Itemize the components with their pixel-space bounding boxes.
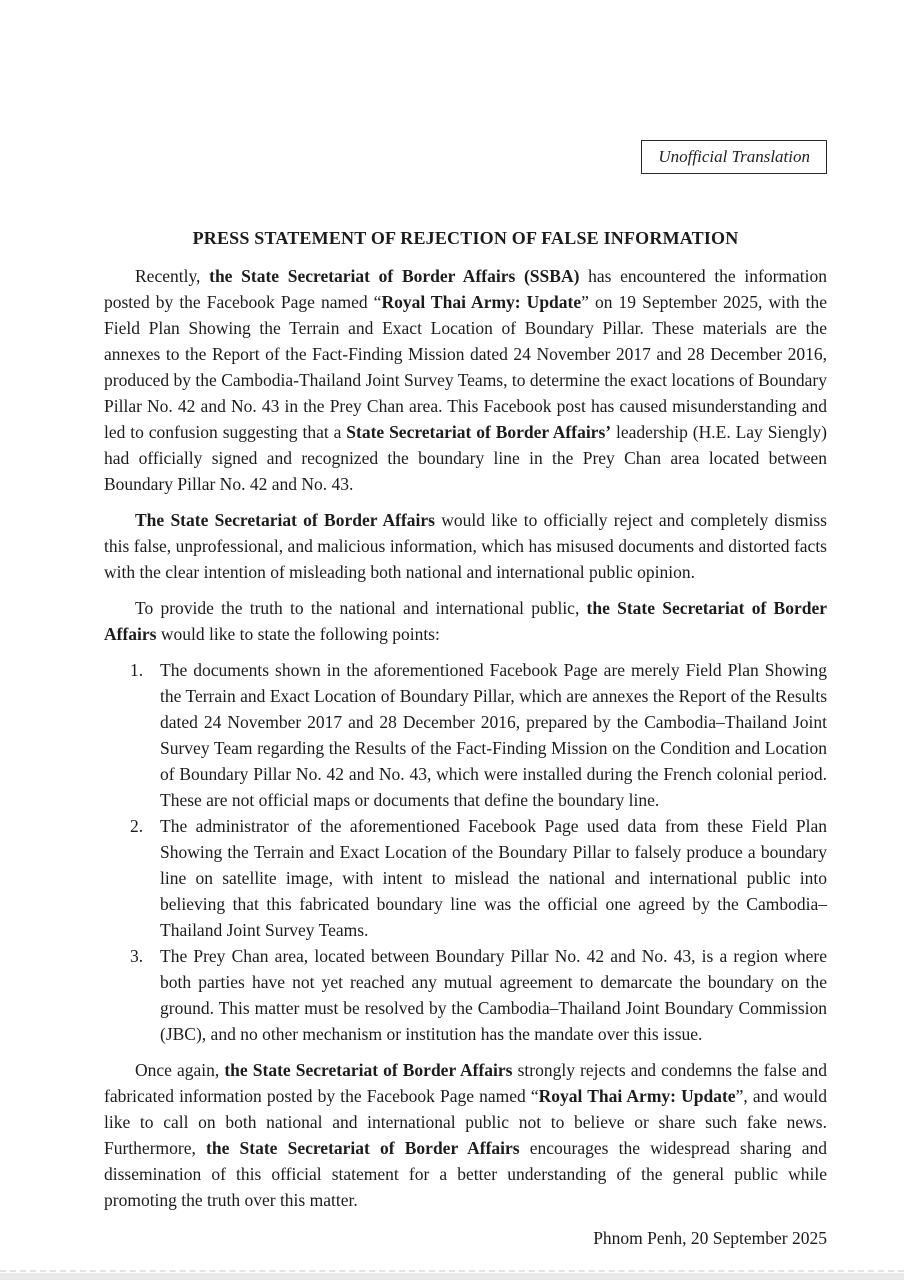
list-item (104, 813, 827, 943)
page-title: PRESS STATEMENT OF REJECTION OF FALSE INFORMATION (192, 228, 739, 248)
list-item (104, 943, 827, 1047)
list-item-text: The Prey Chan area, located between Boundary Pillar No. 42 and No. 43, is a region where both parties have not yet reached any mutual agreement to demarcate the boundary on the ground. This matter must be resolved by the Cambodia–Thailand Joint Boundary Commission (JBC), and no other mechanism or institution has the mandate over this issue. (160, 946, 827, 1044)
page-bottom-dashed-edge (0, 1270, 904, 1272)
list-item-number: 3. (130, 946, 144, 966)
numbered-list (104, 657, 827, 1047)
dateline: Phnom Penh, 20 September 2025 (593, 1228, 827, 1248)
list-item-text: The administrator of the aforementioned Facebook Page used data from these Field Plan Showing the Terrain and Exact Location of the Boundary Pillar to falsely produce a boundary line on satellite image, with intent to mislead the national and international public into believing that this fabricated boundary line was the official one agreed by the Cambodia–Thailand Joint Survey Teams. (160, 816, 827, 940)
list-item-text: The documents shown in the aforementioned Facebook Page are merely Field Plan Showing the Terrain and Exact Location of Boundary Pillar, which are annexes the Report of the Results dated 24 November 2017 and 28 December 2016, prepared by the Cambodia–Thailand Joint Survey Team regarding the Results of the Fact-Finding Mission on the Condition and Location of Boundary Pillar No. 42 and No. 43, which were installed during the French colonial period. These are not official maps or documents that define the boundary line. (160, 660, 827, 810)
list-item-number: 1. (130, 660, 144, 680)
list-item (104, 657, 827, 813)
paragraph-rejection: The State Secretariat of Border Affairs would like to officially reject and completely dismiss this false, unprofessional, and malicious information, which has misused documents and distorted facts with the clear intention of misleading both national and international public opinion. (104, 510, 827, 582)
translation-box-row (104, 140, 827, 174)
page-bottom-edge-bar (0, 1273, 904, 1280)
paragraph-points-lead: To provide the truth to the national and international public, the State Secretariat of Border Affairs would like to state the following points: (104, 598, 827, 644)
list-item-number: 2. (130, 816, 144, 836)
paragraph-closing: Once again, the State Secretariat of Border Affairs strongly rejects and condemns the false and fabricated information posted by the Facebook Page named “Royal Thai Army: Update”, and would like to call on both national and international public not to believe or share such fake news. Furthermore, the State Secretariat of Border Affairs encourages the widespread sharing and dissemination of this official statement for a better understanding of the general public while promoting the truth over this matter. (104, 1060, 828, 1210)
unofficial-translation-box: Unofficial Translation (641, 140, 827, 174)
paragraph-intro: Recently, the State Secretariat of Border Affairs (SSBA) has encountered the information posted by the Facebook Page named “Royal Thai Army: Update” on 19 September 2025, with the Field Plan Showing the Terrain and Exact Location of Boundary Pillar. These materials are the annexes to the Report of the Fact-Finding Mission dated 24 November 2017 and 28 December 2016, produced by the Cambodia-Thailand Joint Survey Teams, to determine the exact locations of Boundary Pillar No. 42 and No. 43 in the Prey Chan area. This Facebook post has caused misunderstanding and led to confusion suggesting that a State Secretariat of Border Affairs’ leadership (H.E. Lay Siengly) had officially signed and recognized the boundary line in the Prey Chan area located between Boundary Pillar No. 42 and No. 43. (104, 266, 828, 494)
